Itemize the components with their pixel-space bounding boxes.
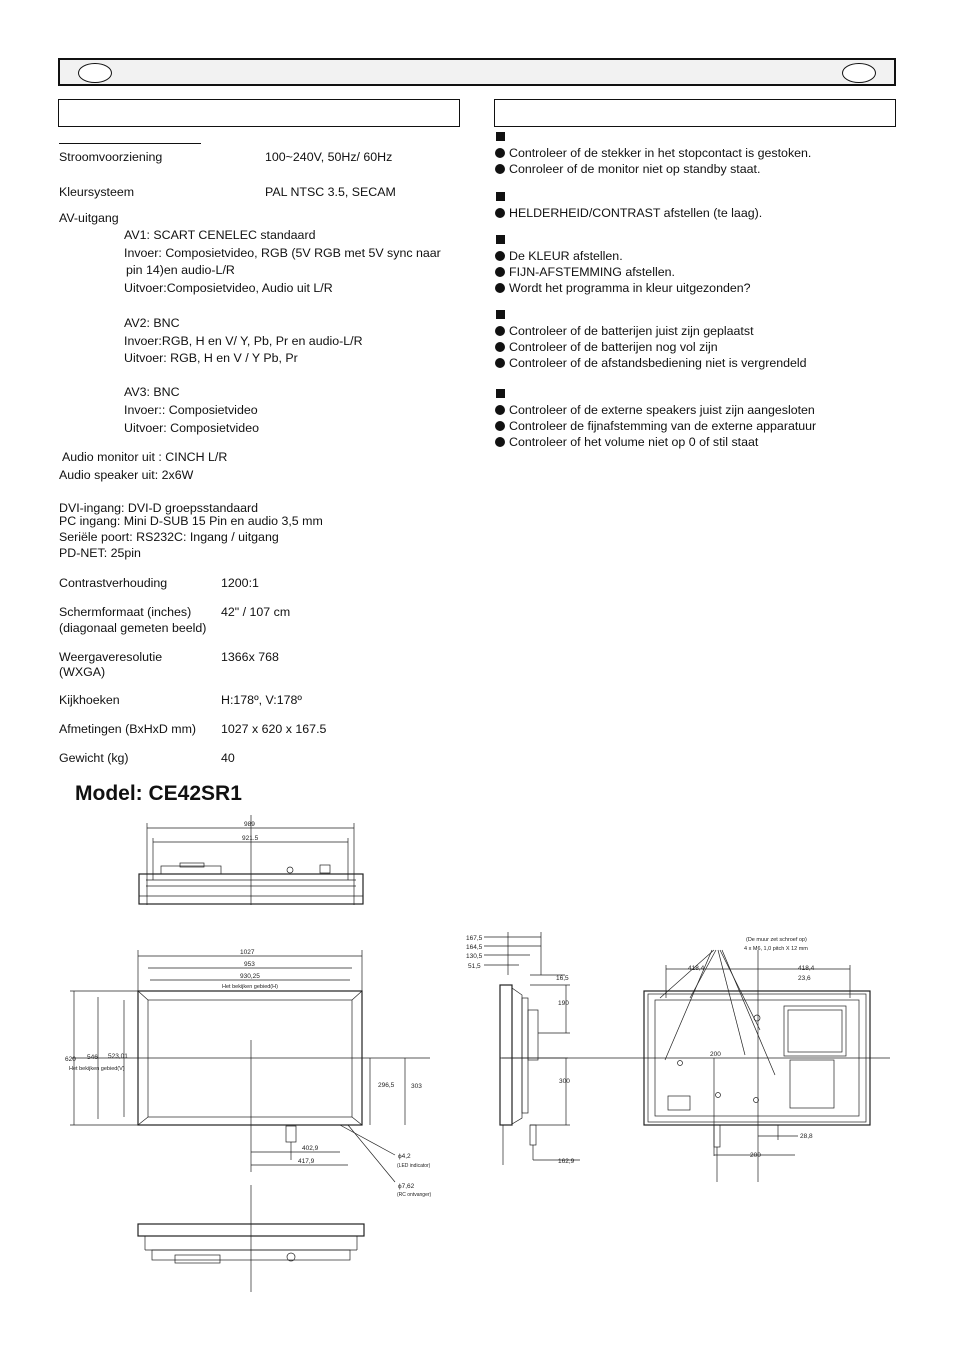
dim-label: 162,9 [558, 1158, 575, 1165]
av-line: Uitvoer: RGB, H en V / Y Pb, Pr [124, 351, 298, 365]
dim-label: 523,01 [108, 1053, 128, 1060]
port-line: PC ingang: Mini D-SUB 15 Pin en audio 3,5 mm [59, 514, 323, 528]
dim-label: 930,25 [240, 973, 260, 980]
av-line: Uitvoer: Composietvideo [124, 421, 259, 435]
spec-label: Afmetingen (BxHxD mm) [59, 722, 197, 736]
list-item: Controleer de fijnafstemming van de externe apparatuur [495, 418, 816, 434]
spec-value: 40 [221, 751, 235, 765]
av-line: Invoer:RGB, H en V/ Y, Pb, Pr en audio-L/R [124, 334, 363, 348]
front-view-drawing [65, 949, 432, 1198]
dim-label: 296,5 [378, 1082, 395, 1089]
dim-label: 989 [244, 821, 255, 828]
list-item: FIJN-AFSTEMMING afstellen. [495, 264, 675, 280]
dim-label: ϕ7,62 [398, 1183, 415, 1190]
dim-label: 402,9 [302, 1145, 319, 1152]
back-view-drawing [500, 937, 890, 1182]
dim-label: 51,5 [468, 963, 481, 970]
dim-label: 953 [244, 961, 255, 968]
av-line: Invoer:: Composietvideo [124, 403, 258, 417]
dim-label: 164,5 [466, 944, 483, 951]
dim-label: Het bekijken gebied(V) [69, 1066, 125, 1072]
av-line: AV2: BNC [124, 316, 180, 330]
spec-label-sub: (diagonaal gemeten beeld) [59, 621, 207, 635]
model-title: Model: CE42SR1 [75, 782, 242, 805]
dim-label: ϕ4,2 [398, 1153, 411, 1160]
top-view-drawing [139, 815, 363, 905]
spec-value: 100~240V, 50Hz/ 60Hz [265, 150, 393, 164]
dim-label: 418,4 [798, 965, 815, 972]
av-line: pin 14)en audio-L/R [126, 263, 235, 277]
spec-value: 1027 x 620 x 167.5 [221, 722, 327, 736]
spec-label: Gewicht (kg) [59, 751, 129, 765]
dim-label: 130,5 [466, 953, 483, 960]
dim-label: 200 [750, 1152, 761, 1159]
port-line: DVI-ingang: DVI-D groepsstandaard [59, 501, 259, 515]
av-line: AV1: SCART CENELEC standaard [124, 228, 316, 242]
audio-line: Audio speaker uit: 2x6W [59, 468, 194, 482]
dim-label: 546 [87, 1054, 98, 1061]
side-view-drawing [466, 932, 580, 1165]
dim-label: 200 [710, 1051, 721, 1058]
list-item: Controleer of de afstandsbediening niet is vergrendeld [495, 355, 807, 371]
dim-label: 167,5 [466, 935, 483, 942]
spec-label: Kleursysteem [59, 185, 135, 199]
dim-label: 418,4 [688, 965, 705, 972]
list-item: Controleer of de externe speakers juist zijn aangesloten [495, 402, 815, 418]
bottom-view-drawing [138, 1185, 364, 1292]
spec-label: Stroomvoorziening [59, 150, 163, 164]
port-line: Seriële poort: RS232C: Ingang / uitgang [59, 530, 279, 544]
av-line: Uitvoer:Composietvideo, Audio uit L/R [124, 281, 333, 295]
spec-label-sub: (WXGA) [59, 665, 106, 679]
audio-line: Audio monitor uit : CINCH L/R [62, 450, 228, 464]
dim-label: 300 [559, 1078, 570, 1085]
dim-label: 4 x M6, 1,0 pitch X 12 mm [744, 946, 808, 952]
dim-label: 303 [411, 1083, 422, 1090]
list-item: Conroleer of de monitor niet op standby staat. [495, 161, 760, 177]
spec-label: Kijkhoeken [59, 693, 120, 707]
spec-label: Weergaveresolutie [59, 650, 163, 664]
av-title: AV-uitgang [59, 211, 119, 225]
av-line: AV3: BNC [124, 385, 180, 399]
list-item: Controleer of de stekker in het stopcontact is gestoken. [495, 145, 811, 161]
spec-label: Schermformaat (inches) [59, 605, 192, 619]
list-item: Wordt het programma in kleur uitgezonden? [495, 280, 751, 296]
spec-value: 1366x 768 [221, 650, 279, 664]
port-line: PD-NET: 25pin [59, 546, 141, 560]
spec-value: H:178º, V:178º [221, 693, 302, 707]
dim-label: 921.5 [242, 835, 259, 842]
list-item: Controleer of de batterijen nog vol zijn [495, 339, 718, 355]
spec-value: PAL NTSC 3.5, SECAM [265, 185, 396, 199]
av-line: Invoer: Composietvideo, RGB (5V RGB met 5V sync naar [124, 246, 441, 260]
spec-label: Contrastverhouding [59, 576, 168, 590]
dim-label: 1027 [240, 949, 255, 956]
spec-value: 1200:1 [221, 576, 259, 590]
dim-label: (RC ontvanger) [397, 1192, 432, 1198]
list-item: Controleer of de batterijen juist zijn geplaatst [495, 323, 754, 339]
dim-label: (De muur zet schroef op) [746, 937, 807, 943]
dim-label: (LED indicator) [397, 1163, 431, 1169]
list-item: De KLEUR afstellen. [495, 248, 623, 264]
list-item: HELDERHEID/CONTRAST afstellen (te laag). [495, 205, 762, 221]
list-item: Controleer of het volume niet op 0 of stil staat [495, 434, 758, 450]
spec-value: 42" / 107 cm [221, 605, 291, 619]
dim-label: Het bekijken gebied(H) [222, 984, 278, 990]
dim-label: 620 [65, 1056, 76, 1063]
dim-label: 190 [558, 1000, 569, 1007]
dim-label: 16,5 [556, 975, 569, 982]
dim-label: 28,8 [800, 1133, 813, 1140]
dim-label: 23,6 [798, 975, 811, 982]
dim-label: 417,9 [298, 1158, 315, 1165]
